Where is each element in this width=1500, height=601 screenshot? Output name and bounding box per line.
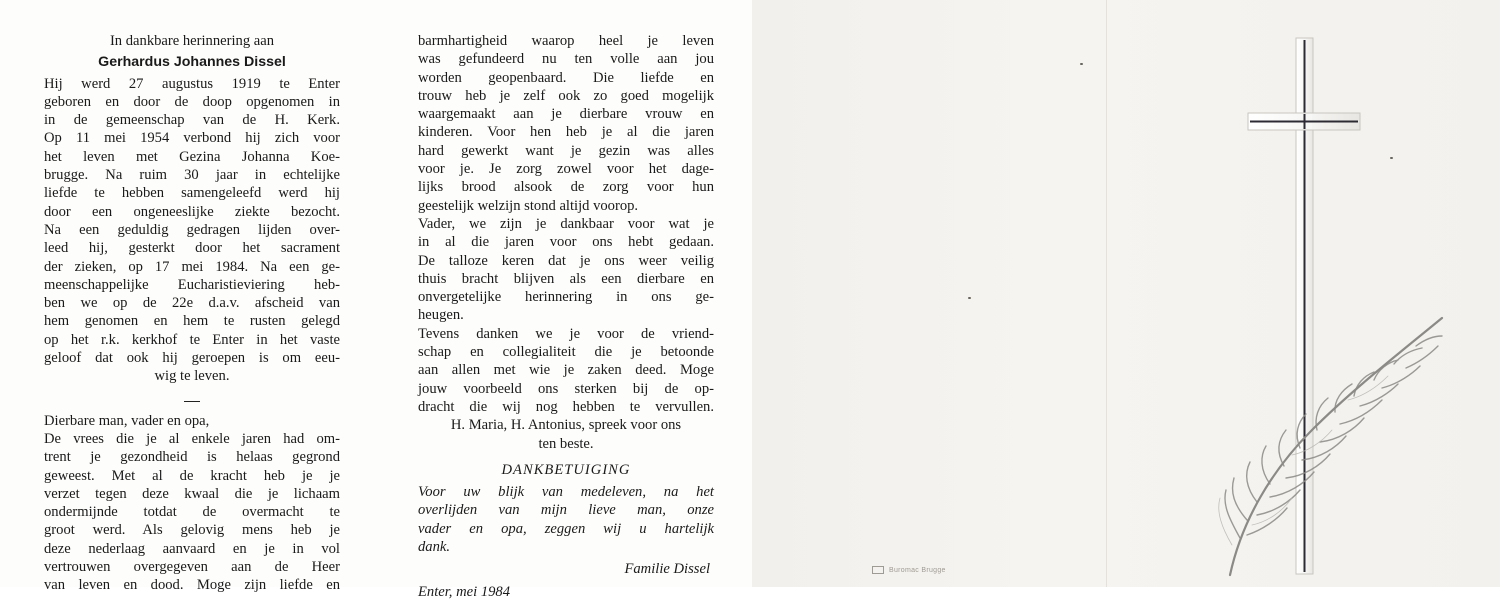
text-line: onvergetelijke herinnering in ons ge- <box>418 289 714 306</box>
text-line: het leven met Gezina Johanna Koe- <box>44 148 340 165</box>
text-line: in al die jaren voor ons hebt gedaan. <box>418 234 714 251</box>
text-line: door een ongeneeslijke ziekte bezocht. <box>44 203 340 220</box>
letter-continued <box>418 32 714 197</box>
printer-imprint: Buromac Brugge <box>872 566 946 574</box>
signature: Familie Dissel <box>624 561 710 578</box>
text-line: Na een geduldig gedragen lijden over- <box>44 221 340 238</box>
thanks-title: DANKBETUIGING <box>501 461 631 478</box>
biography-last-line: wig te leven. <box>154 368 230 385</box>
text-line: verzet tegen deze kwaal die je lichaam <box>44 485 340 502</box>
text-line: leed hij, gesterkt door het sacrament <box>44 240 340 257</box>
cross-icon <box>1248 38 1360 574</box>
text-line: worden geopenbaard. Die liefde en <box>418 69 714 86</box>
letter-line: geestelijk welzijn stond altijd voorop. <box>418 197 639 214</box>
text-line: trent je gezondheid is helaas gegrond <box>44 449 340 466</box>
text-line: deze nederlaag aanvaard en je in vol <box>44 540 340 557</box>
text-line: Hij werd 27 augustus 1919 te Enter <box>44 75 340 92</box>
text-line: De vrees die je al enkele jaren had om- <box>44 430 340 447</box>
text-line: De talloze keren dat je ons weer veilig <box>418 252 714 269</box>
text-line: thuis bracht blijven als een dierbare en <box>418 270 714 287</box>
memorial-card-image-side <box>752 0 1500 587</box>
text-line: Vader, we zijn je dankbaar voor wat je <box>418 215 714 232</box>
printer-logo-icon <box>872 566 884 574</box>
thanks-line: dank. <box>418 539 451 556</box>
text-line: groot werd. Als gelovig mens heb je <box>44 522 340 539</box>
letter-continued <box>418 325 714 416</box>
text-line: trouw heb je zelf ook zo goed mogelijk <box>418 87 714 104</box>
divider-dash <box>44 390 340 408</box>
text-line: in de gemeenschap van de H. Kerk. <box>44 112 340 129</box>
text-line: Tevens danken we je voor de vriend- <box>418 325 714 342</box>
text-line: geloof dat ook hij geroepen is om eeu- <box>44 350 340 367</box>
place-date: Enter, mei 1984 <box>418 583 511 600</box>
text-column-right <box>418 32 714 601</box>
text-line: lijks brood alsook de zorg voor hun <box>418 179 714 196</box>
text-line: vertrouwen overgegeven aan de Heer <box>44 559 340 576</box>
text-line: schap en collegialiteit die je betoonde <box>418 344 714 361</box>
text-line: op het r.k. kerkhof te Enter in het vaste <box>44 331 340 348</box>
text-line: van leven en dood. Moge zijn liefde en <box>44 577 340 594</box>
text-line: Voor uw blijk van medeleven, na het <box>418 484 714 501</box>
palm-branch-icon <box>1219 318 1442 575</box>
text-column-left <box>44 32 340 595</box>
heading: In dankbare herinnering aan <box>109 33 275 49</box>
text-line: was gefundeerd nu ten volle aan jou <box>418 51 714 68</box>
letter-text <box>44 430 340 595</box>
text-line: hard gewerkt want je gezin was alles <box>418 142 714 159</box>
letter-line: heugen. <box>418 307 464 324</box>
text-line: jouw voorbeeld ons sterken bij de op- <box>418 380 714 397</box>
thanks-text <box>418 483 714 538</box>
text-line: ondermijnde totdat de overmacht te <box>44 504 340 521</box>
biography <box>44 75 340 368</box>
prayer-end: ten beste. <box>538 435 594 452</box>
letter-continued <box>418 215 714 306</box>
text-line: voor je. Je zorg zowel voor het dage- <box>418 161 714 178</box>
cross-and-palm-artwork <box>752 0 1500 587</box>
text-line: hem genomen en hem te rusten gelegd <box>44 313 340 330</box>
text-line: geweest. Met al de kracht heb je je <box>44 467 340 484</box>
greeting: Dierbare man, vader en opa, <box>44 412 210 429</box>
text-line: waargemaakt aan je dierbare vrouw en <box>418 106 714 123</box>
text-line: dracht die wij nog hebben te vervullen. <box>418 398 714 415</box>
prayer-line: H. Maria, H. Antonius, spreek voor ons <box>450 417 682 434</box>
text-line: kinderen. Voor hen heb je al die jaren <box>418 124 714 141</box>
text-line: vader en opa, zeggen wij u hartelijk <box>418 520 714 537</box>
text-line: Op 11 mei 1954 verbond hij zich voor <box>44 130 340 147</box>
text-line: liefde te hebben samengeleefd werd hij <box>44 185 340 202</box>
text-line: meenschappelijke Eucharistieviering heb- <box>44 276 340 293</box>
text-line: der zieken, op 17 mei 1984. Na een ge- <box>44 258 340 275</box>
text-line: overlijden van mijn lieve man, onze <box>418 502 714 519</box>
deceased-name: Gerhardus Johannes Dissel <box>98 54 286 71</box>
text-line: aan allen met wie je zaken deed. Moge <box>418 362 714 379</box>
text-line: geboren en door de doop opgenomen in <box>44 93 340 110</box>
text-line: barmhartigheid waarop heel je leven <box>418 33 714 49</box>
text-line: ben we op de 22e d.a.v. afscheid van <box>44 295 340 312</box>
text-line: brugge. Na ruim 30 jaar in echtelijke <box>44 167 340 184</box>
